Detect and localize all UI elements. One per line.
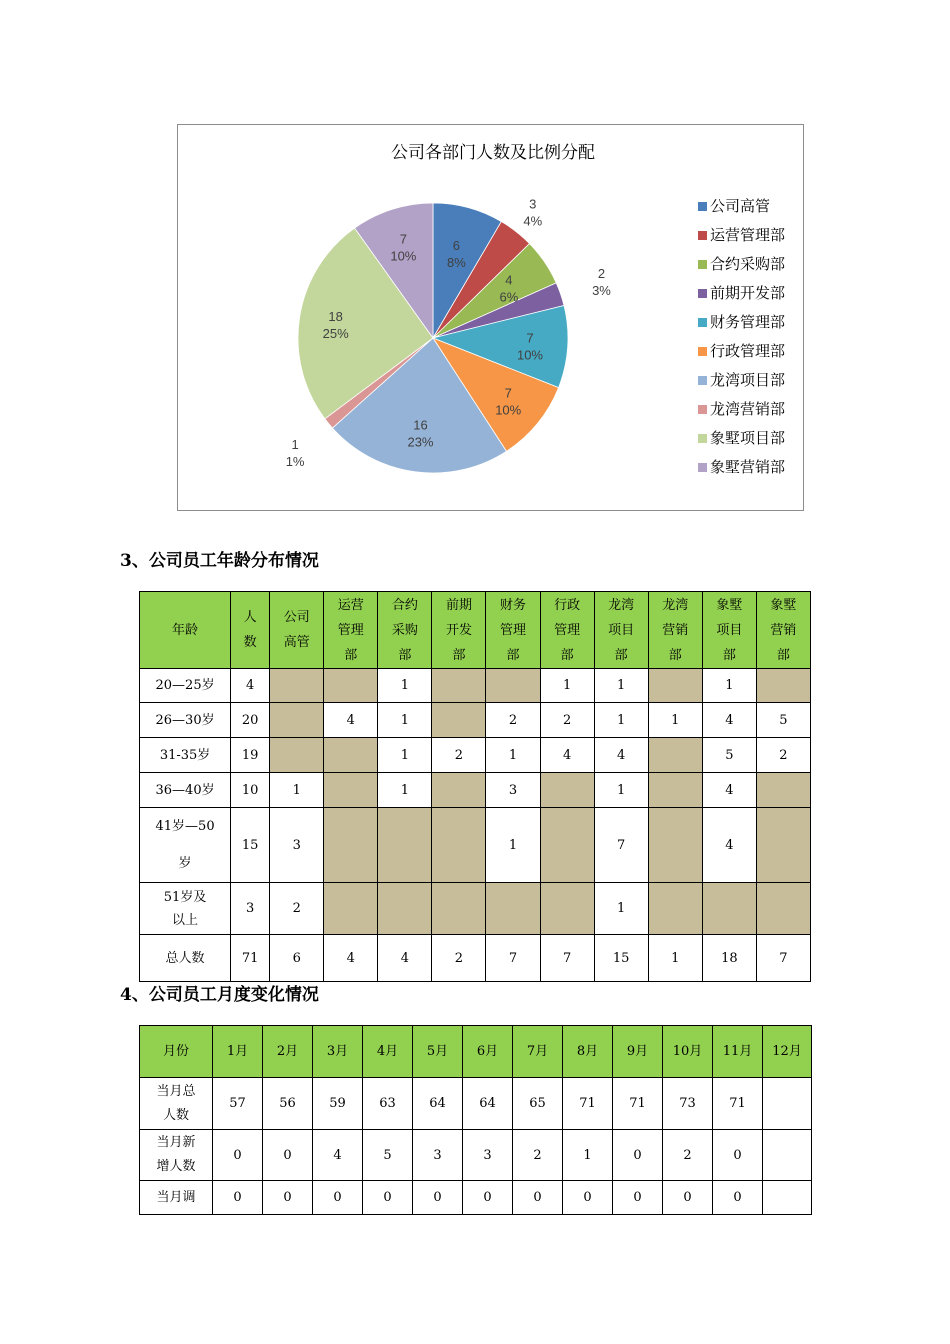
row-label: 当月调	[140, 1181, 213, 1215]
table-cell: 65	[513, 1078, 563, 1130]
table-cell	[324, 883, 378, 935]
table-cell: 5	[756, 703, 810, 738]
legend-swatch	[698, 231, 707, 240]
table-cell: 1	[563, 1130, 613, 1181]
slice-value-label: 7	[526, 330, 534, 346]
table-cell: 4	[540, 738, 594, 773]
slice-value-label: 7	[504, 385, 512, 401]
table-cell: 64	[413, 1078, 463, 1130]
table-cell: 1	[378, 703, 432, 738]
header-cell: 3月	[313, 1026, 363, 1078]
table-cell: 63	[363, 1078, 413, 1130]
header-cell: 8月	[563, 1026, 613, 1078]
legend-label: 象墅项目部	[710, 430, 786, 447]
table-cell: 1	[648, 703, 702, 738]
slice-percent-label: 3%	[592, 282, 611, 298]
table-cell: 5	[363, 1130, 413, 1181]
pie-chart-panel	[177, 124, 804, 511]
header-cell: 月份	[140, 1026, 213, 1078]
table-cell: 15	[231, 808, 270, 883]
table-cell: 71	[231, 935, 270, 982]
slice-value-label: 6	[452, 238, 460, 254]
header-cell: 象墅项目部	[702, 592, 756, 669]
header-cell: 5月	[413, 1026, 463, 1078]
table-cell: 20	[231, 703, 270, 738]
table-cell: 0	[463, 1181, 513, 1215]
table-cell: 1	[486, 738, 540, 773]
table-cell: 59	[313, 1078, 363, 1130]
legend-label: 合约采购部	[710, 256, 786, 273]
table-cell: 1	[702, 669, 756, 703]
table-cell: 5	[702, 738, 756, 773]
table-cell: 0	[713, 1130, 763, 1181]
slice-value-label: 2	[597, 265, 606, 281]
table-cell	[486, 883, 540, 935]
table-cell: 1	[486, 808, 540, 883]
table-cell: 2	[486, 703, 540, 738]
table-cell: 64	[463, 1078, 513, 1130]
table-row	[140, 935, 811, 982]
slice-percent-label: 23%	[407, 434, 434, 450]
header-cell: 11月	[713, 1026, 763, 1078]
table-cell: 1	[540, 669, 594, 703]
table-row	[140, 1078, 812, 1130]
table-cell: 71	[713, 1078, 763, 1130]
header-cell: 2月	[263, 1026, 313, 1078]
legend-swatch	[698, 376, 707, 385]
table-cell: 0	[213, 1130, 263, 1181]
table-header-row	[140, 1026, 812, 1078]
table-cell: 3	[231, 883, 270, 935]
table-cell: 6	[270, 935, 324, 982]
table-cell: 3	[463, 1130, 513, 1181]
table-cell	[648, 773, 702, 808]
slice-percent-label: 8%	[446, 255, 466, 271]
legend-swatch	[698, 260, 707, 269]
table-cell: 15	[594, 935, 648, 982]
header-cell: 运营管理部	[324, 592, 378, 669]
table-cell	[763, 1130, 812, 1181]
table-cell: 0	[263, 1181, 313, 1215]
legend-swatch	[698, 318, 707, 327]
section-title-monthly: 4、公司员工月度变化情况	[120, 985, 319, 1005]
table-cell	[432, 669, 486, 703]
legend-swatch	[698, 347, 707, 356]
table-row	[140, 773, 811, 808]
table-cell: 71	[613, 1078, 663, 1130]
table-cell: 1	[594, 703, 648, 738]
table-cell: 2	[432, 738, 486, 773]
table-cell: 1	[378, 773, 432, 808]
table-cell: 1	[648, 935, 702, 982]
slice-percent-label: 6%	[499, 289, 519, 305]
slice-value-label: 7	[399, 231, 407, 247]
header-cell: 12月	[763, 1026, 812, 1078]
slice-value-label: 16	[413, 417, 428, 433]
table-cell	[378, 808, 432, 883]
legend-swatch	[698, 434, 707, 443]
chart-title: 公司各部门人数及比例分配	[391, 143, 595, 162]
table-cell	[270, 738, 324, 773]
row-label: 总人数	[140, 935, 231, 982]
table-row	[140, 1130, 812, 1181]
legend-label: 运营管理部	[710, 227, 786, 244]
legend-label: 龙湾营销部	[710, 401, 786, 418]
table-cell: 73	[663, 1078, 713, 1130]
table-cell: 2	[513, 1130, 563, 1181]
table-cell	[324, 808, 378, 883]
legend-label: 公司高管	[710, 198, 771, 215]
table-cell	[432, 773, 486, 808]
table-cell: 1	[594, 883, 648, 935]
table-cell: 3	[486, 773, 540, 808]
legend-swatch	[698, 289, 707, 298]
table-cell	[324, 738, 378, 773]
table-cell: 0	[413, 1181, 463, 1215]
table-cell	[702, 883, 756, 935]
table-cell	[270, 669, 324, 703]
table-cell: 19	[231, 738, 270, 773]
table-cell: 4	[324, 935, 378, 982]
legend-label: 行政管理部	[710, 343, 786, 360]
table-cell: 4	[702, 703, 756, 738]
header-cell: 4月	[363, 1026, 413, 1078]
header-cell: 年龄	[140, 592, 231, 669]
table-row	[140, 883, 811, 935]
table-cell: 57	[213, 1078, 263, 1130]
table-cell: 1	[378, 738, 432, 773]
table-cell	[540, 883, 594, 935]
slice-percent-label: 4%	[523, 213, 543, 229]
table-cell: 7	[486, 935, 540, 982]
row-label: 31-35岁	[140, 738, 231, 773]
header-cell: 象墅营销部	[756, 592, 810, 669]
slice-percent-label: 1%	[285, 453, 305, 469]
table-cell: 4	[231, 669, 270, 703]
slice-percent-label: 25%	[322, 325, 349, 341]
table-cell: 0	[663, 1181, 713, 1215]
table-cell: 1	[378, 669, 432, 703]
legend-swatch	[698, 202, 707, 211]
table-row	[140, 808, 811, 883]
header-cell: 龙湾营销部	[648, 592, 702, 669]
table-cell	[648, 883, 702, 935]
table-cell	[540, 808, 594, 883]
header-cell: 合约采购部	[378, 592, 432, 669]
age-distribution-table	[139, 591, 811, 982]
table-cell: 7	[540, 935, 594, 982]
monthly-change-table	[139, 1025, 812, 1215]
table-cell	[756, 773, 810, 808]
header-cell: 9月	[613, 1026, 663, 1078]
table-cell	[432, 883, 486, 935]
table-cell	[324, 773, 378, 808]
table-cell: 0	[613, 1130, 663, 1181]
table-cell: 7	[594, 808, 648, 883]
slice-value-label: 18	[328, 308, 343, 324]
row-label: 41岁—50岁	[140, 808, 231, 883]
header-cell: 7月	[513, 1026, 563, 1078]
table-cell	[763, 1181, 812, 1215]
table-cell: 10	[231, 773, 270, 808]
table-cell: 2	[756, 738, 810, 773]
table-cell	[648, 669, 702, 703]
table-row	[140, 1181, 812, 1215]
table-cell: 4	[378, 935, 432, 982]
table-cell: 2	[432, 935, 486, 982]
table-cell: 2	[663, 1130, 713, 1181]
table-cell: 7	[756, 935, 810, 982]
row-label: 51岁及以上	[140, 883, 231, 935]
table-cell	[763, 1078, 812, 1130]
header-cell: 前期开发部	[432, 592, 486, 669]
table-cell	[432, 808, 486, 883]
header-cell: 财务管理部	[486, 592, 540, 669]
table-cell: 0	[513, 1181, 563, 1215]
table-cell: 3	[413, 1130, 463, 1181]
slice-value-label: 3	[529, 196, 537, 212]
table-cell	[756, 883, 810, 935]
table-cell: 1	[594, 773, 648, 808]
slice-percent-label: 10%	[516, 347, 544, 363]
row-label: 26—30岁	[140, 703, 231, 738]
table-cell	[648, 808, 702, 883]
table-cell: 71	[563, 1078, 613, 1130]
row-label: 当月总人数	[140, 1078, 213, 1130]
table-cell	[756, 808, 810, 883]
header-cell: 公司高管	[270, 592, 324, 669]
table-cell: 0	[713, 1181, 763, 1215]
table-cell	[486, 669, 540, 703]
row-label: 20—25岁	[140, 669, 231, 703]
pie-chart	[178, 125, 803, 510]
table-row	[140, 703, 811, 738]
table-cell: 3	[270, 808, 324, 883]
table-cell	[324, 669, 378, 703]
table-cell: 1	[594, 669, 648, 703]
slice-value-label: 4	[505, 272, 513, 288]
table-cell: 4	[594, 738, 648, 773]
legend-swatch	[698, 463, 707, 472]
table-cell: 4	[313, 1130, 363, 1181]
table-cell	[756, 669, 810, 703]
section-title-age: 3、公司员工年龄分布情况	[120, 551, 319, 571]
table-cell: 0	[313, 1181, 363, 1215]
table-header-row	[140, 592, 811, 669]
table-cell	[648, 738, 702, 773]
legend-label: 龙湾项目部	[710, 372, 786, 389]
header-cell: 行政管理部	[540, 592, 594, 669]
table-cell	[432, 703, 486, 738]
header-cell: 10月	[663, 1026, 713, 1078]
row-label: 当月新增人数	[140, 1130, 213, 1181]
table-row	[140, 738, 811, 773]
table-cell	[270, 703, 324, 738]
header-cell: 1月	[213, 1026, 263, 1078]
table-row	[140, 669, 811, 703]
table-cell: 4	[702, 773, 756, 808]
row-label: 36—40岁	[140, 773, 231, 808]
table-cell: 0	[563, 1181, 613, 1215]
table-cell: 4	[702, 808, 756, 883]
table-cell: 2	[270, 883, 324, 935]
slice-percent-label: 10%	[390, 248, 417, 264]
header-cell: 龙湾项目部	[594, 592, 648, 669]
slice-value-label: 1	[291, 436, 299, 452]
table-cell: 0	[613, 1181, 663, 1215]
slice-percent-label: 10%	[495, 402, 522, 418]
header-cell: 6月	[463, 1026, 513, 1078]
table-cell: 0	[363, 1181, 413, 1215]
table-cell	[540, 773, 594, 808]
legend-label: 前期开发部	[710, 285, 786, 302]
table-cell	[378, 883, 432, 935]
header-cell: 人数	[231, 592, 270, 669]
table-cell: 4	[324, 703, 378, 738]
table-cell: 1	[270, 773, 324, 808]
table-cell: 0	[213, 1181, 263, 1215]
table-cell: 2	[540, 703, 594, 738]
table-cell: 18	[702, 935, 756, 982]
legend-label: 财务管理部	[710, 314, 786, 331]
table-cell: 56	[263, 1078, 313, 1130]
table-cell: 0	[263, 1130, 313, 1181]
legend-swatch	[698, 405, 707, 414]
legend-label: 象墅营销部	[710, 459, 786, 476]
